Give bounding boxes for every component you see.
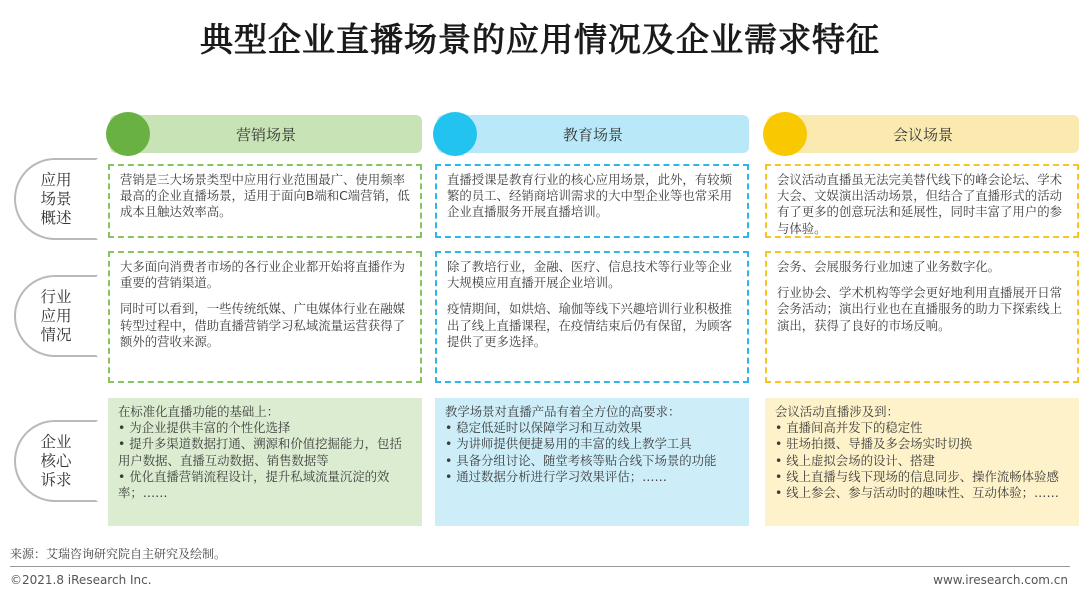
footer-divider <box>10 566 1070 567</box>
column-header-marketing <box>110 115 422 153</box>
column-header-education <box>437 115 749 153</box>
blue-circle-icon <box>433 112 477 156</box>
page-title: 典型企业直播场景的应用情况及企业需求特征 <box>200 20 880 59</box>
cell-education-overview: 直播授课是教育行业的核心应用场景，此外，有较频繁的员工、经销商培训需求的大中型企业等也常采用企业直播服务开展直播培训。 <box>435 164 749 238</box>
column-header-meeting <box>767 115 1079 153</box>
green-circle-icon <box>106 112 150 156</box>
cell-education-demands: 教学场景对直播产品有着全方位的高要求： • 稳定低延时以保障学习和互动效果 • 为讲师提供便捷易用的丰富的线上教学工具 • 具备分组讨论、随堂考核等贴合线下场景的功能 • 通过数据分析进行学习效果评估；…… <box>435 398 749 526</box>
cell-meeting-demands: 会议活动直播涉及到： • 直播间高并发下的稳定性 • 驻场拍摄、导播及多会场实时切换 • 线上虚拟会场的设计、搭建 • 线上直播与线下现场的信息同步、操作流畅体验感 • 线上参会、参与活动时的趣味性、互动体验；…… <box>765 398 1079 526</box>
cell-marketing-industry: 大多面向消费者市场的各行业企业都开始将直播作为重要的营销渠道。 同时可以看到，一些传统纸媒、广电媒体行业在融媒转型过程中，借助直播营销学习私域流量运营获得了额外的营收来源。 <box>108 251 422 383</box>
cell-marketing-demands: 在标准化直播功能的基础上： • 为企业提供丰富的个性化选择 • 提升多渠道数据打通、溯源和价值挖掘能力，包括用户数据、直播互动数据、销售数据等 • 优化直播营销流程设计，提升私域流量沉淀的效率；…… <box>108 398 422 526</box>
column-header-label: 会议场景 <box>892 125 953 144</box>
column-header-label: 营销场景 <box>235 125 296 144</box>
row-label-overview: 应用场景概述 <box>14 158 98 240</box>
website-link[interactable]: www.iresearch.com.cn <box>933 573 1068 587</box>
source-note: 来源：艾瑞咨询研究院自主研究及绘制。 <box>10 547 227 561</box>
cell-meeting-industry: 会务、会展服务行业加速了业务数字化。 行业协会、学术机构等学会更好地利用直播展开日常会务活动；演出行业也在直播服务的助力下探索线上演出，获得了良好的市场反响。 <box>765 251 1079 383</box>
row-label-demands: 企业核心诉求 <box>14 420 98 502</box>
copyright: ©2021.8 iResearch Inc. <box>10 573 152 587</box>
yellow-circle-icon <box>763 112 807 156</box>
row-label-industry: 行业应用情况 <box>14 275 98 357</box>
cell-meeting-overview: 会议活动直播虽无法完美替代线下的峰会论坛、学术大会、文娱演出活动场景，但结合了直播形式的活动有了更多的创意玩法和延展性，同时丰富了用户的参与体验。 <box>765 164 1079 238</box>
cell-education-industry: 除了教培行业，金融、医疗、信息技术等行业等企业大规模应用直播开展企业培训。 疫情期间，如烘焙、瑜伽等线下兴趣培训行业积极推出了线上直播课程，在疫情结束后仍有保留，为顾客提供了更多选择。 <box>435 251 749 383</box>
cell-marketing-overview: 营销是三大场景类型中应用行业范围最广、使用频率最高的企业直播场景，适用于面向B端和C端营销，低成本且触达效率高。 <box>108 164 422 238</box>
column-header-label: 教育场景 <box>562 125 623 144</box>
